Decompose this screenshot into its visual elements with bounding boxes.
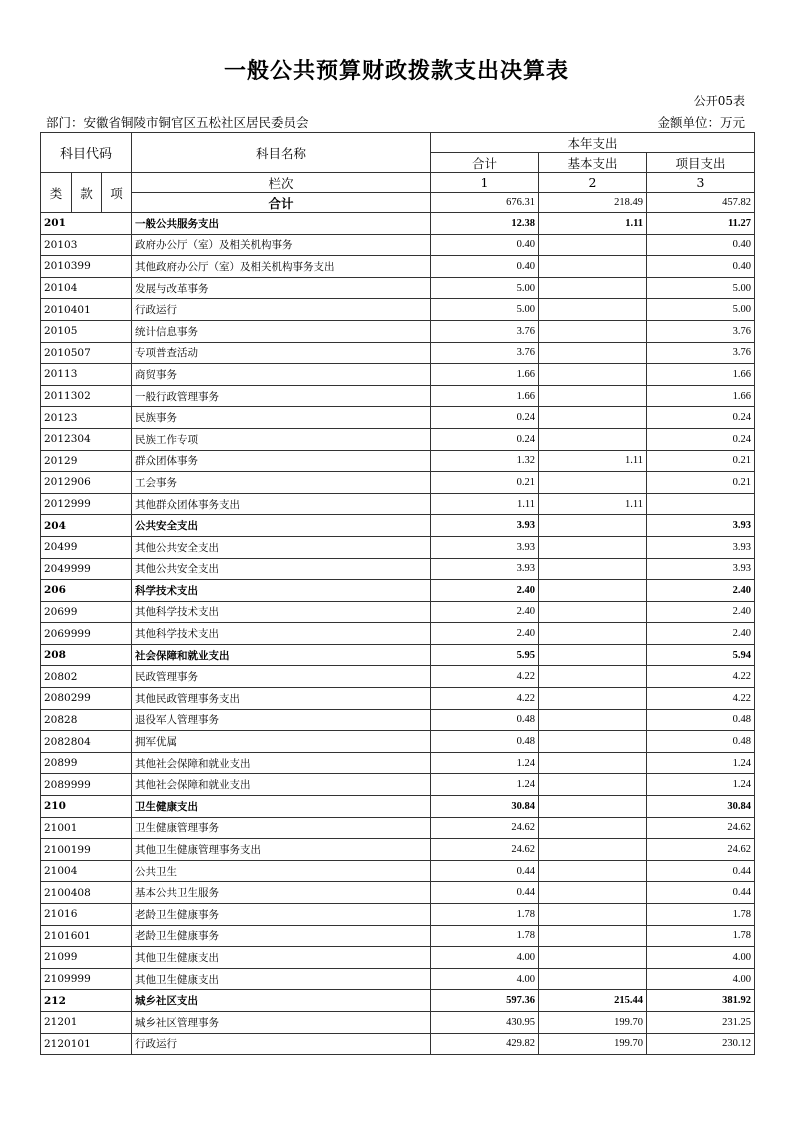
row-name: 其他科学技术支出	[132, 601, 431, 623]
row-project: 1.24	[647, 752, 755, 774]
row-code: 20499	[41, 536, 132, 558]
row-total: 4.00	[431, 947, 539, 969]
table-row	[41, 774, 755, 796]
row-project: 4.22	[647, 666, 755, 688]
table-row	[41, 277, 755, 299]
row-basic	[539, 796, 647, 818]
row-total: 24.62	[431, 817, 539, 839]
header-kuan: 款	[72, 173, 102, 213]
row-project: 4.22	[647, 688, 755, 710]
row-basic	[539, 385, 647, 407]
row-basic	[539, 536, 647, 558]
row-total: 5.00	[431, 299, 539, 321]
row-basic	[539, 320, 647, 342]
row-basic: 1.11	[539, 493, 647, 515]
row-name: 基本公共卫生服务	[132, 882, 431, 904]
row-project: 3.93	[647, 558, 755, 580]
row-basic	[539, 558, 647, 580]
table-row	[41, 472, 755, 494]
row-project: 24.62	[647, 839, 755, 861]
row-code: 2109999	[41, 968, 132, 990]
row-name: 其他卫生健康支出	[132, 947, 431, 969]
row-name: 卫生健康管理事务	[132, 817, 431, 839]
row-code: 20699	[41, 601, 132, 623]
row-total: 3.93	[431, 558, 539, 580]
form-number: 公开05表	[693, 94, 745, 108]
department-label: 部门：安徽省铜陵市铜官区五松社区居民委员会	[46, 115, 309, 130]
row-project: 1.66	[647, 364, 755, 386]
row-project: 1.78	[647, 925, 755, 947]
row-code: 20104	[41, 277, 132, 299]
row-total: 1.24	[431, 774, 539, 796]
row-name: 工会事务	[132, 472, 431, 494]
table-row	[41, 623, 755, 645]
row-total: 3.93	[431, 536, 539, 558]
table-row	[41, 364, 755, 386]
table-row	[41, 731, 755, 753]
row-basic	[539, 364, 647, 386]
row-project: 11.27	[647, 213, 755, 235]
row-total: 0.48	[431, 709, 539, 731]
row-code: 20123	[41, 407, 132, 429]
row-code: 210	[41, 796, 132, 818]
row-name: 社会保障和就业支出	[132, 644, 431, 666]
row-code: 21001	[41, 817, 132, 839]
row-basic	[539, 860, 647, 882]
row-project: 4.00	[647, 947, 755, 969]
table-row	[41, 990, 755, 1012]
row-basic	[539, 277, 647, 299]
row-project: 5.00	[647, 277, 755, 299]
table-row	[41, 904, 755, 926]
row-name: 其他科学技术支出	[132, 623, 431, 645]
row-name: 科学技术支出	[132, 580, 431, 602]
table-row	[41, 796, 755, 818]
table-row	[41, 320, 755, 342]
table-row	[41, 428, 755, 450]
row-name: 民政管理事务	[132, 666, 431, 688]
row-code: 212	[41, 990, 132, 1012]
row-name: 其他群众团体事务支出	[132, 493, 431, 515]
row-total: 1.78	[431, 925, 539, 947]
row-name: 退役军人管理事务	[132, 709, 431, 731]
row-basic	[539, 904, 647, 926]
row-name: 其他社会保障和就业支出	[132, 774, 431, 796]
row-total: 3.76	[431, 320, 539, 342]
row-code: 2012999	[41, 493, 132, 515]
row-name: 城乡社区支出	[132, 990, 431, 1012]
row-project: 0.24	[647, 428, 755, 450]
total-row-project: 457.82	[647, 193, 755, 213]
total-row-label: 合计	[132, 193, 431, 213]
row-total: 1.78	[431, 904, 539, 926]
row-name: 一般行政管理事务	[132, 385, 431, 407]
row-code: 20129	[41, 450, 132, 472]
row-basic	[539, 688, 647, 710]
row-code: 2049999	[41, 558, 132, 580]
row-total: 2.40	[431, 601, 539, 623]
row-basic	[539, 709, 647, 731]
row-project: 0.21	[647, 450, 755, 472]
row-basic	[539, 234, 647, 256]
row-name: 群众团体事务	[132, 450, 431, 472]
row-total: 429.82	[431, 1033, 539, 1055]
table-row	[41, 666, 755, 688]
row-total: 30.84	[431, 796, 539, 818]
row-total: 2.40	[431, 580, 539, 602]
row-project: 230.12	[647, 1033, 755, 1055]
header-col2: 2	[539, 173, 647, 193]
row-project: 0.21	[647, 472, 755, 494]
row-code: 2010399	[41, 256, 132, 278]
row-basic	[539, 428, 647, 450]
table-row	[41, 752, 755, 774]
table-row	[41, 1033, 755, 1055]
row-basic: 1.11	[539, 450, 647, 472]
header-lei: 类	[41, 173, 72, 213]
row-basic	[539, 623, 647, 645]
row-code: 2010401	[41, 299, 132, 321]
row-name: 其他民政管理事务支出	[132, 688, 431, 710]
row-basic: 199.70	[539, 1033, 647, 1055]
row-basic: 215.44	[539, 990, 647, 1012]
row-project: 30.84	[647, 796, 755, 818]
row-code: 2089999	[41, 774, 132, 796]
row-total: 12.38	[431, 213, 539, 235]
table-row	[41, 688, 755, 710]
row-total: 0.24	[431, 407, 539, 429]
row-basic	[539, 666, 647, 688]
row-code: 20105	[41, 320, 132, 342]
table-row	[41, 709, 755, 731]
table-row	[41, 536, 755, 558]
row-name: 卫生健康支出	[132, 796, 431, 818]
row-basic	[539, 299, 647, 321]
row-name: 一般公共服务支出	[132, 213, 431, 235]
row-name: 老龄卫生健康事务	[132, 925, 431, 947]
expenditure-table	[40, 132, 755, 1055]
header-total: 合计	[431, 153, 539, 173]
row-code: 21016	[41, 904, 132, 926]
row-project: 2.40	[647, 623, 755, 645]
table-row	[41, 882, 755, 904]
row-code: 20802	[41, 666, 132, 688]
row-name: 其他公共安全支出	[132, 536, 431, 558]
row-code: 20899	[41, 752, 132, 774]
row-project: 2.40	[647, 601, 755, 623]
row-name: 民族事务	[132, 407, 431, 429]
row-total: 0.40	[431, 234, 539, 256]
header-col1: 1	[431, 173, 539, 193]
row-basic	[539, 882, 647, 904]
row-project	[647, 493, 755, 515]
table-row	[41, 299, 755, 321]
row-name: 民族工作专项	[132, 428, 431, 450]
table-row	[41, 860, 755, 882]
row-project: 0.24	[647, 407, 755, 429]
row-code: 2120101	[41, 1033, 132, 1055]
row-basic	[539, 839, 647, 861]
row-project: 2.40	[647, 580, 755, 602]
row-basic	[539, 644, 647, 666]
header-xiang: 项	[102, 173, 132, 213]
row-total: 2.40	[431, 623, 539, 645]
row-total: 3.93	[431, 515, 539, 537]
row-name: 其他公共安全支出	[132, 558, 431, 580]
row-code: 2069999	[41, 623, 132, 645]
header-col3: 3	[647, 173, 755, 193]
row-total: 0.44	[431, 882, 539, 904]
row-code: 204	[41, 515, 132, 537]
table-row	[41, 558, 755, 580]
row-total: 4.00	[431, 968, 539, 990]
row-basic	[539, 407, 647, 429]
row-project: 3.93	[647, 536, 755, 558]
header-current-year: 本年支出	[431, 133, 755, 153]
row-name: 其他政府办公厅（室）及相关机构事务支出	[132, 256, 431, 278]
row-total: 4.22	[431, 666, 539, 688]
header-column-label: 栏次	[132, 173, 431, 193]
row-name: 发展与改革事务	[132, 277, 431, 299]
row-project: 5.94	[647, 644, 755, 666]
row-code: 2082804	[41, 731, 132, 753]
table-row	[41, 968, 755, 990]
row-project: 1.66	[647, 385, 755, 407]
row-name: 其他社会保障和就业支出	[132, 752, 431, 774]
row-basic	[539, 925, 647, 947]
table-row	[41, 407, 755, 429]
row-basic	[539, 580, 647, 602]
row-code: 201	[41, 213, 132, 235]
unit-label: 金额单位：万元	[657, 115, 745, 130]
row-total: 0.21	[431, 472, 539, 494]
table-row	[41, 515, 755, 537]
row-total: 1.66	[431, 364, 539, 386]
row-total: 24.62	[431, 839, 539, 861]
header-project: 项目支出	[647, 153, 755, 173]
table-row	[41, 601, 755, 623]
row-code: 2012304	[41, 428, 132, 450]
row-basic	[539, 968, 647, 990]
table-row	[41, 580, 755, 602]
table-row	[41, 385, 755, 407]
row-basic: 1.11	[539, 213, 647, 235]
row-name: 专项普查活动	[132, 342, 431, 364]
row-code: 206	[41, 580, 132, 602]
table-row	[41, 342, 755, 364]
table-row	[41, 256, 755, 278]
row-code: 2012906	[41, 472, 132, 494]
row-project: 0.44	[647, 860, 755, 882]
row-project: 381.92	[647, 990, 755, 1012]
row-basic	[539, 947, 647, 969]
row-name: 拥军优属	[132, 731, 431, 753]
table-row	[41, 1011, 755, 1033]
row-basic	[539, 601, 647, 623]
table-row	[41, 493, 755, 515]
row-basic	[539, 817, 647, 839]
total-row-total: 676.31	[431, 193, 539, 213]
row-project: 0.40	[647, 256, 755, 278]
row-basic	[539, 774, 647, 796]
table-row	[41, 234, 755, 256]
row-code: 20113	[41, 364, 132, 386]
row-total: 0.40	[431, 256, 539, 278]
row-project: 24.62	[647, 817, 755, 839]
row-basic	[539, 731, 647, 753]
row-name: 老龄卫生健康事务	[132, 904, 431, 926]
row-project: 3.93	[647, 515, 755, 537]
table-row	[41, 213, 755, 235]
row-total: 5.00	[431, 277, 539, 299]
row-project: 231.25	[647, 1011, 755, 1033]
row-total: 430.95	[431, 1011, 539, 1033]
row-name: 商贸事务	[132, 364, 431, 386]
row-total: 0.24	[431, 428, 539, 450]
row-total: 1.11	[431, 493, 539, 515]
row-total: 597.36	[431, 990, 539, 1012]
row-name: 统计信息事务	[132, 320, 431, 342]
header-basic: 基本支出	[539, 153, 647, 173]
row-total: 0.48	[431, 731, 539, 753]
row-total: 1.24	[431, 752, 539, 774]
row-basic	[539, 342, 647, 364]
row-basic: 199.70	[539, 1011, 647, 1033]
row-project: 3.76	[647, 320, 755, 342]
row-code: 20103	[41, 234, 132, 256]
row-basic	[539, 515, 647, 537]
row-code: 2100408	[41, 882, 132, 904]
row-project: 5.00	[647, 299, 755, 321]
row-code: 208	[41, 644, 132, 666]
row-code: 2100199	[41, 839, 132, 861]
header-subject-name: 科目名称	[132, 133, 431, 173]
row-code: 21004	[41, 860, 132, 882]
table-row	[41, 644, 755, 666]
row-name: 行政运行	[132, 299, 431, 321]
row-total: 1.66	[431, 385, 539, 407]
row-name: 政府办公厅（室）及相关机构事务	[132, 234, 431, 256]
row-name: 公共卫生	[132, 860, 431, 882]
row-project: 0.44	[647, 882, 755, 904]
row-name: 行政运行	[132, 1033, 431, 1055]
row-project: 0.48	[647, 731, 755, 753]
table-row	[41, 947, 755, 969]
row-code: 2011302	[41, 385, 132, 407]
row-total: 1.32	[431, 450, 539, 472]
total-row-basic: 218.49	[539, 193, 647, 213]
header-subject-code: 科目代码	[41, 133, 132, 173]
row-total: 0.44	[431, 860, 539, 882]
row-project: 4.00	[647, 968, 755, 990]
row-total: 4.22	[431, 688, 539, 710]
page-title: 一般公共预算财政拨款支出决算表	[223, 59, 569, 84]
row-code: 2080299	[41, 688, 132, 710]
table-row	[41, 817, 755, 839]
row-basic	[539, 256, 647, 278]
row-code: 21201	[41, 1011, 132, 1033]
row-project: 1.78	[647, 904, 755, 926]
row-project: 0.40	[647, 234, 755, 256]
table-row	[41, 839, 755, 861]
row-basic	[539, 752, 647, 774]
row-code: 20828	[41, 709, 132, 731]
table-row	[41, 450, 755, 472]
row-total: 3.76	[431, 342, 539, 364]
row-name: 公共安全支出	[132, 515, 431, 537]
row-name: 其他卫生健康管理事务支出	[132, 839, 431, 861]
row-name: 城乡社区管理事务	[132, 1011, 431, 1033]
row-project: 0.48	[647, 709, 755, 731]
row-code: 2010507	[41, 342, 132, 364]
table-row	[41, 925, 755, 947]
row-code: 21099	[41, 947, 132, 969]
row-code: 2101601	[41, 925, 132, 947]
row-name: 其他卫生健康支出	[132, 968, 431, 990]
row-project: 3.76	[647, 342, 755, 364]
row-project: 1.24	[647, 774, 755, 796]
row-basic	[539, 472, 647, 494]
row-total: 5.95	[431, 644, 539, 666]
